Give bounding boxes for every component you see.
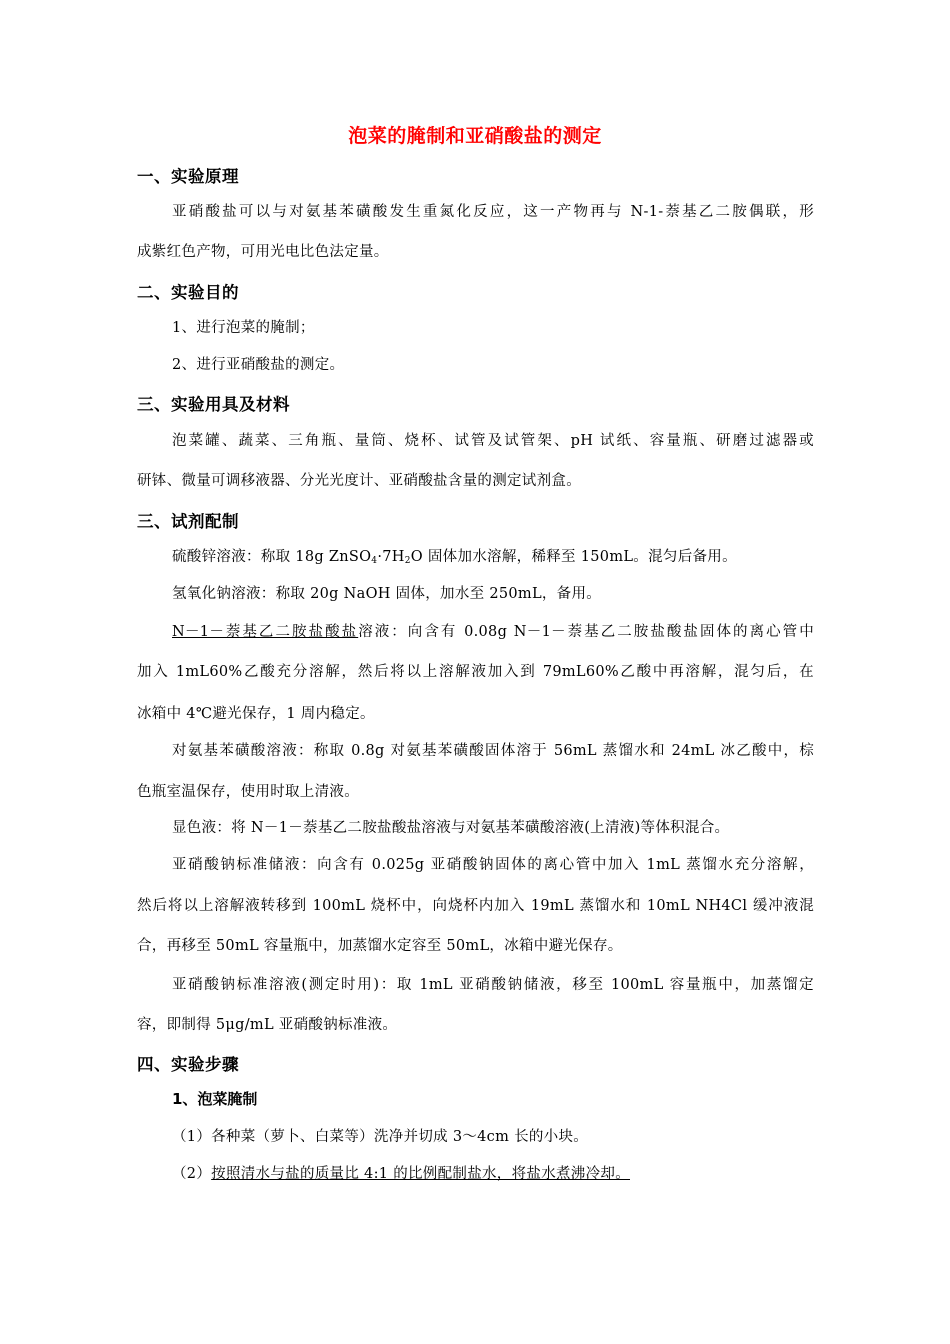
section-heading-steps: 四、实验步骤 — [137, 1055, 239, 1074]
list-item: 2、进行亚硝酸盐的测定。 — [172, 357, 345, 373]
paragraph-line: 加入 1mL60%乙酸充分溶解，然后将以上溶解液加入到 79mL60%乙酸中再溶解，混匀后，在 — [137, 664, 814, 680]
reagent-stock-line1: 亚硝酸钠标准储液：向含有 0.025g 亚硝酸钠固体的离心管中加入 1mL 蒸馏水充分溶解， — [172, 857, 814, 873]
paragraph-line: 冰箱中 4℃避光保存，1 周内稳定。 — [137, 706, 375, 722]
step-item: （2）按照清水与盐的质量比 4:1 的比例配制盐水，将盐水煮沸冷却。 — [172, 1166, 630, 1182]
reagent-color-developer: 显色液：将 N－1－萘基乙二胺盐酸盐溶液与对氨基苯磺酸溶液(上清液)等体积混合。 — [172, 820, 730, 836]
underlined-step-text: 按照清水与盐的质量比 4:1 的比例配制盐水，将盐水煮沸冷却。 — [211, 1166, 630, 1182]
reagent-standard-line1: 亚硝酸钠标准溶液(测定时用)：取 1mL 亚硝酸钠储液，移至 100mL 容量瓶中，加蒸馏定 — [172, 977, 814, 993]
section-heading-materials: 三、实验用具及材料 — [137, 395, 290, 414]
paragraph-line: 亚硝酸盐可以与对氨基苯磺酸发生重氮化反应，这一产物再与 N-1-萘基乙二胺偶联，形 — [172, 204, 814, 220]
paragraph-line: 成紫红色产物，可用光电比色法定量。 — [137, 244, 389, 260]
underlined-term: N－1－萘基乙二胺盐酸盐 — [172, 624, 359, 640]
paragraph-line: 然后将以上溶解液转移到 100mL 烧杯中，向烧杯内加入 19mL 蒸馏水和 10mL NH4Cl 缓冲液混 — [137, 898, 814, 914]
reagent-sulfanilic-line1: 对氨基苯磺酸溶液：称取 0.8g 对氨基苯磺酸固体溶于 56mL 蒸馏水和 24mL 冰乙酸中，棕 — [172, 743, 814, 759]
paragraph-line: 色瓶室温保存，使用时取上清液。 — [137, 784, 359, 800]
reagent-naoh: 氢氧化钠溶液：称取 20g NaOH 固体，加水至 250mL，备用。 — [172, 586, 602, 602]
paragraph-line: 泡菜罐、蔬菜、三角瓶、量筒、烧杯、试管及试管架、pH 试纸、容量瓶、研磨过滤器或 — [172, 433, 814, 449]
step-item: （1）各种菜（萝卜、白菜等）洗净并切成 3～4cm 长的小块。 — [172, 1129, 589, 1145]
section-heading-purpose: 二、实验目的 — [137, 283, 239, 302]
subsection-heading-pickling: 1、泡菜腌制 — [172, 1090, 258, 1108]
page-title: 泡菜的腌制和亚硝酸盐的测定 — [348, 125, 602, 147]
paragraph-line: 合，再移至 50mL 容量瓶中，加蒸馏水定容至 50mL，冰箱中避光保存。 — [137, 938, 623, 954]
section-heading-principle: 一、实验原理 — [137, 167, 239, 186]
section-heading-reagents: 三、试剂配制 — [137, 512, 239, 531]
paragraph-line: 容，即制得 5μg/mL 亚硝酸钠标准液。 — [137, 1017, 398, 1033]
reagent-naphthyl-line1: N－1－萘基乙二胺盐酸盐溶液：向含有 0.08g N－1－萘基乙二胺盐酸盐固体的离心管中 — [172, 624, 815, 640]
list-item: 1、进行泡菜的腌制； — [172, 320, 315, 336]
reagent-zinc-sulfate: 硫酸锌溶液：称取 18g $ZnSO_4\cdot 7H_2O$ 固体加水溶解，稀释至 150mL。混匀后备用。 — [172, 549, 737, 566]
paragraph-line: 研钵、微量可调移液器、分光光度计、亚硝酸盐含量的测定试剂盒。 — [137, 473, 581, 489]
